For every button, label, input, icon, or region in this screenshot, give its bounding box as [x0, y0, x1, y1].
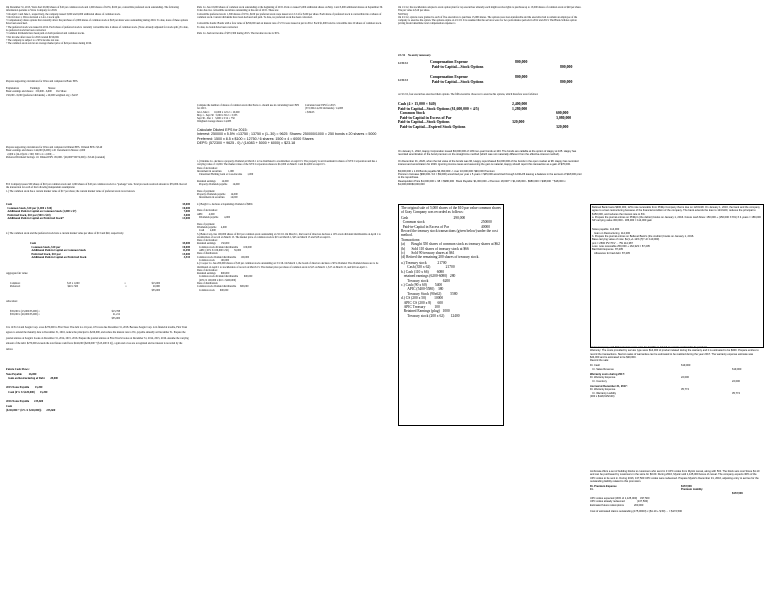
sierra-warranty-section: [590, 346, 762, 448]
sierra-je2-dr: [681, 380, 721, 383]
sierra-je2-label: Cr. Inventory: [590, 379, 607, 383]
eci-journal-entry-1: [6, 203, 190, 225]
alloc-row-value: 21,212: [112, 313, 120, 317]
paris-diluted-eps-calc: Calculate Diluted EPS for 2015: Interest: 250000 x 5.5% =13750 ; 13750 x (1-.30) = 9625 Shares: 250000/1000 = 250 bonds x 20 shares = 5000 Preferred: 1500 x 8.5 x $100 = 12750 / 6 shares: 1500 x 4 = 6000 Shares DEPS: (572300 + 9625 - 0) / (14083 + 5000 + 6000) = $23.18: [197, 128, 377, 146]
bellevel-problem-text: Bellevel Bank loans $300,000, 12% note receivable from Phillip Company that is due on 12/31/18. On January 1, 2016, the bank and the company agree to a loan restructuring because of the financial condition of the company. The bank extends the loan to 12/31/20, reduces the principal to $150,000, and reduces the interest rate to 6%. a. Prepare the journal entries on Phillip's (the debtor) books on January 1, 2016. Future cash flows: 150,000 + (150,000 X 6%) X 4 years = 186,000 NP carrying value 300,000 - 186,000 = 114,000 gain: [592, 206, 761, 223]
sierra-je3-label: (300 x $118,615/100): [590, 394, 615, 398]
gray-transactions-list: Record the treasury stock transactions (given below) under the cost method. Transactions: (a) Bought 350 shares of common stock as treasury shares at $62 (b) Sold 110 shares of treasury stock at $66 (c) Sold 90 treasury shares at $61 (d) Retired the remaining 200 shares of treasury stock.: [401, 229, 500, 260]
agg-row-calc: $13 x 1,000: [67, 282, 80, 285]
je-ex-label: Paid-in Capital in Excess of Par: [398, 115, 452, 120]
date-12-31-12: 12/31/12: [398, 62, 408, 65]
je-ex-label: Paid-in Capital—Stock Options: [398, 120, 450, 125]
je1-apic-cs-label: Additional Paid-in Capital on Common Stock (1,000 x $7): [6, 210, 77, 213]
date-12-31-13: 12/31/13: [398, 79, 408, 82]
ambrosia-premium-section: [590, 470, 762, 588]
je-comp-dr: [515, 80, 555, 85]
ambrosia-problem-text: Ambrosia offers a set of building blocks to customers who send in 3 UPC codes from Mystic cereal, along with 50¢. The block sets cost Stone $1.10 and can be purchased by customers in the store for $3.00. During 2016, Mystic sold 1,125,000 boxes of cereal. The company expects 30% of the UPC codes to be sent in. During 2016, 137,500 UPC codes were redeemed. Prepare Mystic's December 31, 2016, adjusting entry to accrue for the outstanding liability related to this promotion.: [590, 470, 761, 483]
ambrosia-calculation: UPC codes expected (30% of 1,125,000) 337,500 UPC codes already redeemed (137,500) Estimated future redemptions 200,000 Cost of estimated claims outstanding (175,000/3) x ($1.10 + $.50) ... = $172,500: [590, 497, 682, 514]
sierra-je-dr: 619,000: [681, 364, 691, 368]
gray-original-sale-text: The original sale of 5,000 shares of the $10 par value common shares of Gray Company was recorded as follows:: [401, 206, 502, 215]
sierra-je2-dr: 22,000: [681, 376, 689, 380]
je2-cash-amount: 35,000: [182, 242, 190, 245]
sierra-je3-cr: [732, 395, 762, 398]
je-comp-label: Compensation Expense: [430, 75, 468, 80]
seagle-journal-entries: Future Cash Flows: Note Payable 26,000 Gain on Restructuring of Debt 28,000 2015 Notes Payable 13,200 Cash (6% X $220,000) 13,200 2016 Notes Payable 235,600 Cash ($220,000 + (6% X $220,000)) 235,600: [6, 368, 58, 413]
ambrosia-je-dr: Premium Liability: [681, 488, 703, 492]
je-comp-cr: 800,000: [560, 79, 573, 84]
agg-row-eq: [124, 289, 134, 292]
agg-row-calc: $40 x 500: [67, 285, 78, 289]
je-ex-dr: 320,000: [512, 120, 525, 125]
sierra-je-label: Dr. Cash: [590, 364, 601, 368]
sierra-je2-label: Dr. Warranty Expense: [590, 376, 616, 380]
sierra-je3-dr: 35,774: [681, 388, 689, 392]
je2-cs-label: Common Stock, $10 par: [30, 245, 61, 249]
je1-ps-amount: 5,000: [183, 213, 190, 217]
wava-diluted-eps-calc: Prepare supporting calculations for Wava and compute its Diluted EPS. Diluted EPS= $3.40 Basic earnings and shares: 144,000 (6,000) 1.45 Increment in Shares: 2,000 2,000 x (24-18)/24 = 500; 500 x 4 = 2,000; ... Preferred Dividend Savings 1.9 Diluted EPS 150,000 / (29,000+500+4,000) = $3.40 (rounded): [6, 146, 105, 159]
je-ex-label: Paid-in Capital—Stock Options ($1,600,000 × 4/5): [398, 106, 479, 111]
bellevel-creditor-entry: Bad Debt Expense 87,205 Allowance for bad debt 87,205: [592, 248, 630, 255]
je-ex-label: Cash (4 × 15,000 × $40): [398, 102, 436, 106]
agg-row-label: Preferred:: [10, 285, 21, 289]
je-ex-dr: [512, 125, 552, 130]
gray-original-entry: [399, 216, 503, 229]
wava-basic-eps-calc: Explanation: Earnings: Shares: Basic earnings and shares: 150,000 - 6,000 Per Share 150,000 - 6,000 (preferred dividends) ÷ 29,000 weighted avg = $4.97: [6, 87, 79, 97]
ambrosia-je-label: Cr.: [590, 488, 594, 492]
je1-apic-cs-amount: 7,000: [183, 210, 190, 213]
ambrosia-je-label: Dr. Premium Expense: [590, 485, 617, 489]
paris-basic-eps-calc: Calculate basic EPS for 2015 (572,300-14,250 dividends) / 14,083 = $39.63: [305, 104, 344, 114]
alloc-row-value: $13,788: [111, 310, 120, 313]
je2-apic-ps-amount: 3,510: [183, 256, 190, 259]
je1-ps-label: Preferred Stock, $10 par (500 x $10): [6, 213, 51, 217]
je-ex-cr: 3,080,000: [556, 115, 572, 120]
bellevel-bank-box: [590, 204, 764, 348]
ambrosia-je-dr: [681, 492, 721, 495]
je-ex-dr: 1,280,000: [512, 106, 528, 111]
agg-row-eq: =: [124, 282, 126, 285]
je-ex-dr: 2,400,000: [512, 102, 528, 106]
wava-problem-text: On December 31, 2015, Wava had 10,000 shares of $10 par common stock and 1,000 shares of 6.0%, $100 par, convertible preferred stock outstanding. The following information pertains to Wava Company for 2016: • On April 1 and June 1, respectively, the company issued 3,000 and 6,000 additional shares of common stock. • On October 1, Wava declared a 2-for-1 stock split. • Compensatory share options that currently allow the purchase of 2,000 shares of common stock at $18 per share were outstanding during 2016. To date, none of these options have been exercised. • The preferred stock was issued in 2012. Each share of preferred stock is currently convertible into 4 shares of common stock. (Note: Already adjusted for stock split.) To date, no preferred stock has been converted. • Common dividends have been paid on both preferred and common stocks. • Net income after taxes for 2016 totaled $150,000. • The company is subject to a 30% income tax rate. • The common stock sold at an average market price of $24 per share during 2016.: [6, 6, 189, 46]
stock-option-no-entry: 2/1/12 No entry necessary.: [398, 54, 432, 57]
allocation-title: Allocation:: [6, 300, 18, 303]
alloc-row-calc: $35,000 x (13,000/33,000) =: [10, 310, 40, 313]
bellevel-debtor-entry: Notes payable 114,000 Gain on Restructuring 114,000 b. Prepare the journal entries on Bellevel Bank's (the creditor) books on January 1, 2016. Base carrying value of note: $x(1,+1.12% (5)^-4= 110,000) pmt = 2500 PV=?FV ... ?W 114,387 Loss: note receivable 250,000 + 162,323 = 87,205: [592, 228, 694, 248]
paris-weighted-shares-calc: Compute the number of shares of common stock that Paris co. should use in calculating basic EPS for 2015. Jan 1-Mar 1 10,000 x 12/12 = 10,000 May 1 - Sept 30 5,000 x 8/12 = 3,333 Sept 30 - Dec 1 3,000 x 3/12 = 750 Weighted average shares: 14,083: [197, 104, 300, 124]
eci-journal-entry-2: [30, 242, 190, 264]
je-comp-dr: 800,000: [515, 75, 528, 80]
agg-row-value: 20,000: [152, 285, 160, 289]
paris-co-problem-text: Paris Co. has 10,000 shares of common stock outstanding at the beginning of 2015. Paris co issued 5,000 additional shares on May 1 and 3,000 additional shares on September 30. It also has two convertible securities outstanding at the end of 2015. These are: Convertible preferred stock: 1,500 shares of 8.5%, $100 par preferred stock were issued on 1/1/14 for $100 per share. Each share of preferred stock is convertible into 4 shares of common stock. Current dividends have been declared and paid. To date, no preferred stock has been converted. Convertible bonds: Bonds with a face value of $250,000 and an interest rate of 5.5% were issued at par in 2012. Each $1,000 bond is convertible into 20 shares of common stock. To date, no bonds have been converted. Paris Co. had net income of $572,300 during 2015. The income tax rate is 30%.: [197, 6, 383, 36]
happy-corp-bond-problem: On January 1, 2022, Happy Corporation issued $3,000,000 of 10% ten-year bonds at 103. The bonds are callable at the option of Happy at 105. Happy has recorded amortization of the bond premium on the straight-line method (which was not materially different from the effective-interest method). On December 31, 2026, when the fair value of the bonds was 96, Happy repurchased $1,000,000 of the bonds in the open market at 98. Happy has recorded interest and amortization for 2026. Ignoring income taxes and assuming the gain is material, Happy should report this transaction as a gain of $70,000. $3,000,000 x 1.03 Bonds payable $3,090,000 -> over 10,000,000: $90,000 Premium Premium Increase ($90,000 / 10 = $9,000) amortized per year x 5 years = $45,000 amortized through 12/31/26 leaving a balance in the account of $18,000 prior to the repurchase. Reacquisition Price $1,000,000 x .98 = $980,000 Book Payable: $1,000,000 + Premium 18,000* = $1,018,000 - $980,000 = $38,000 * $18,000 x $1,000,000/$3,000,000: [398, 150, 582, 186]
sierra-je2-cr: 22,000: [732, 379, 740, 383]
aggregate-fair-value-table: [10, 282, 160, 296]
je2-cash-label: Cash: [30, 242, 37, 245]
agg-row-label: [10, 289, 50, 292]
je2-ps-amount: 15,000: [182, 252, 190, 256]
je-ex-label: Paid-in Capital—Expired Stock Options: [398, 124, 466, 129]
je2-apic-ps-label: Additional Paid-in Capital on Preferred Stock: [30, 256, 87, 259]
sierra-je3-cr: 35,774: [732, 391, 740, 395]
gray-je-cr: 250000: [481, 220, 492, 225]
je-ex-cr: 320,000: [556, 124, 569, 129]
dividend-journal-entries: 1.) Dataline Co. declares a property dividend on March 1 to be distributed to stockholders on April 15. The property is an investment in shares of XYZ Corporation and has a carrying value of 11,000. The market value of the XYZ Corporation shares is $12,000 on March 1 and $14,000 on April 15. Date of declaration: Investment in securities 1,000 Unrealized Holding Gain or Loss-Income 1,000 Retained earnings 14,000 Property dividends payable 14,000 Date of payment: Property dividends payable 14,000 Investments in securities 14,000 2.) Bergh Co. declares a liquidating dividend of $800. Date of declaration: APIC 4,000 Dividends payable 4,000 Date of payment: Dividends payable 4,000 Cash 4,000 3.) Betka Corp. has 100,000 shares of $10 par common stock outstanding on 3/1/16. On March 1, the board of directors declares a 10% stock dividend distributable on April 1 to stockholders of record on March 15. The market price of common stock is $15 on March 1, $25 on March 15 and $18 on April 1. Date of declaration: Retained earnings 150,000 Common stock dividend distributable 100,000 APIC (10% X 100,000 x $5) 50,000 Date of distribution: Common stock dividend distributable 100,000 Common stock 100,000 4.) Cooper Co. has 200,000 shares of $10 par common stock outstanding on 3/1/16. On March 1, the board of directors declares a 30% dividend. The dividend shares are to be distributed on April 1 to stockholders of record on March 15. The market price per share of common stock is $15 on March 1, $17 on March 15, and $19 on April 1. Date of declaration: Retained earnings 600,000 Common stock dividend distributable 600,000 (20% X 100,000 x $10 = $200,000) Date of distribution: Common stock dividend distributable 600,000 Common stock 600,000: [197, 160, 381, 292]
gray-je-cr: 40000: [481, 224, 490, 229]
seagle-restructuring-problem: It is 12/31/14 and Seagle Corp. owes $270,000 to First Trust. The debt is a 10-year, 10% note due December 31, 2018. Because Seagle Corp. is in financial trouble, First Trust agrees to extend the maturity date to December 31, 2016, reduce the principal to $220,000, and reduce the interest rate to 6%, payable annually on December 31. Prepare the journal entries on Seagle's books on December 31, 2014, 2015, 2016. Prepare the journal entries on First Trust's books on December 31, 2014, 2015, 2016. Assume the carrying amount of the debt: $270,000 exceeds the total future cash flows $242,000 ($220,000 + ($13,200 X 2)), a gain and a loss are recognized and no interest is recorded by the debtor.: [6, 326, 190, 351]
je-comp-label: Compensation Expense: [430, 60, 468, 64]
je-comp-label: Paid-in Capital—Stock Options: [430, 79, 484, 84]
gray-je-dr: 290,000: [453, 215, 466, 220]
je2-cs-amount: 10,000: [182, 245, 190, 249]
je2-apic-cs-amount: 11,490: [182, 249, 190, 252]
je-comp-cr: 800,000: [560, 64, 573, 69]
eci-assumption-2: 2.) The common stock and the preferred stock have a current market value per share of $13 and $40, respectively.: [6, 232, 124, 235]
sierra-je3-label: Cr. Warranty Liability: [590, 391, 617, 395]
sierra-je-label: Cr. Sales Revenue: [590, 367, 614, 371]
gray-company-treasury-box: [398, 204, 504, 426]
options-exercise-entries: [398, 102, 586, 142]
ambrosia-je-cr: $172,500: [732, 491, 743, 495]
je1-cs-amount: 10,000: [182, 206, 190, 210]
comp-expense-entries: [430, 60, 590, 90]
agg-row-label: Common:: [10, 282, 21, 285]
je-ex-cr: 600,000: [556, 111, 569, 116]
sierra-je-dr: [681, 368, 721, 371]
je1-cs-label: Common Stock, $10 par (1,000 x $10): [6, 206, 53, 210]
sierra-accrual-title: Accrual at December 31, 2017:: [590, 384, 628, 388]
je2-ps-label: Preferred Stock, $10 par: [30, 252, 61, 256]
stock-option-plan-text: On 1/1/12, the stockholders adopted a stock option plan for top executives whereby each might receive rights to purchase up to 15,000 shares of common stock at $40 per share. The par value is $10 per share. NO Entry On 2/1/12, options were granted to each of five executives to purchase 15,000 shares. The options were non-transferable and the executive had to remain an employee of the company to exercise the option. The options expire on 2/1/18. It is assumed that the services were for two performance periods in 2012 and 2013. The Black-Scholes option pricing model determine total compensation expense to: [398, 6, 582, 26]
je-comp-dr: 800,000: [515, 60, 528, 64]
allocation-table: [10, 310, 120, 322]
gray-je-label: Cash: [401, 215, 409, 220]
je1-cash-amount: 35,000: [182, 203, 190, 206]
sierra-je3-dr: [681, 395, 721, 398]
alloc-row-calc: $35,000 x (20,000/33,000) =: [10, 313, 40, 317]
je1-apic-ps-amount: 13,000: [182, 217, 190, 220]
agg-row-value: $13,000: [151, 282, 160, 285]
agg-row-value: $33,000: [151, 288, 160, 292]
sierra-je3-label: Dr. Warranty Expense: [590, 388, 616, 392]
je1-cash-label: Cash: [6, 203, 13, 206]
ambrosia-je-label: [590, 492, 670, 495]
agg-row-eq: =: [125, 285, 127, 289]
je-comp-label: Paid-in Capital—Stock Options: [430, 64, 484, 69]
eci-package-sale-problem: ECI Company issues 500 shares of $10 par common stock and 1,000 shares of $10 par common stock in a "package" sale. Total proceeds received amount to $35,000. Record the transaction for each of the following independent assumptions: 1.) The common stock has a current market value of $17 per share; the current market value of preferred stock is not known.: [6, 183, 187, 193]
gray-je-label: Common stock: [401, 220, 425, 225]
gray-treasury-entries: a.) Treasury stock 21700 Cash (350 x 62) 21700 b.) Cash (110 x 66) 6080 retained earnings (6200-6080) 280 Treasury stock 6200 c.) Cash (90 x 60) 5400 APIC (5400-5580) 380 Treasury Stock (90x62) 5580 d.) CS (200 x 50) 10000 APIC CS (200 x 8) 600 APIC Treasury 100 Retained Earnings (plug) 1000 Treasury stock (200 x 62) 12400: [401, 260, 460, 318]
sierra-warranty-costs-title: Warranty costs during 2017:: [590, 373, 625, 377]
aggregate-fair-value-title: Aggregate fair value:: [6, 272, 29, 275]
je-comp-dr: [515, 65, 555, 70]
alloc-row-value: $35,000: [111, 316, 120, 320]
options-exercise-text: At 3/1/16, four executives exercised their options. The fifth executive chose not to exercise his options, which therefore were forfeited.: [398, 93, 539, 96]
agg-row-calc: [67, 289, 107, 292]
je2-apic-cs-label: Additional Paid-in Capital on Common Stock: [30, 249, 86, 252]
wava-basic-eps-prompt: Prepare supporting calculations for Wava and compute its Basic EPS.: [6, 80, 79, 83]
je1-apic-ps-label: Additional Paid-in Capital on Preferred Stock*: [6, 217, 64, 220]
ambrosia-je-dr: $172,500: [681, 485, 692, 489]
sierra-problem-text: Sierra Company sold 600 solar hot water units for 24,000 on 1/1/17 as service contract for its products. Warranty: The costs provided by service type were $14,000 of product related during the warranty and it is estimated to be $300. Prepare entries to record the transactions. Sierra's sales of warranties can be estimated to be realized during the year 2017. The warranty expense estimate was $24,000 and is estimated to be $30,000. Record the sale:: [590, 346, 759, 363]
gray-je-label: Paid-in-Capital in Excess of Par: [401, 224, 449, 229]
je-ex-label: Common Stock: [398, 111, 425, 116]
sierra-je-cr: 619,000: [732, 367, 742, 371]
